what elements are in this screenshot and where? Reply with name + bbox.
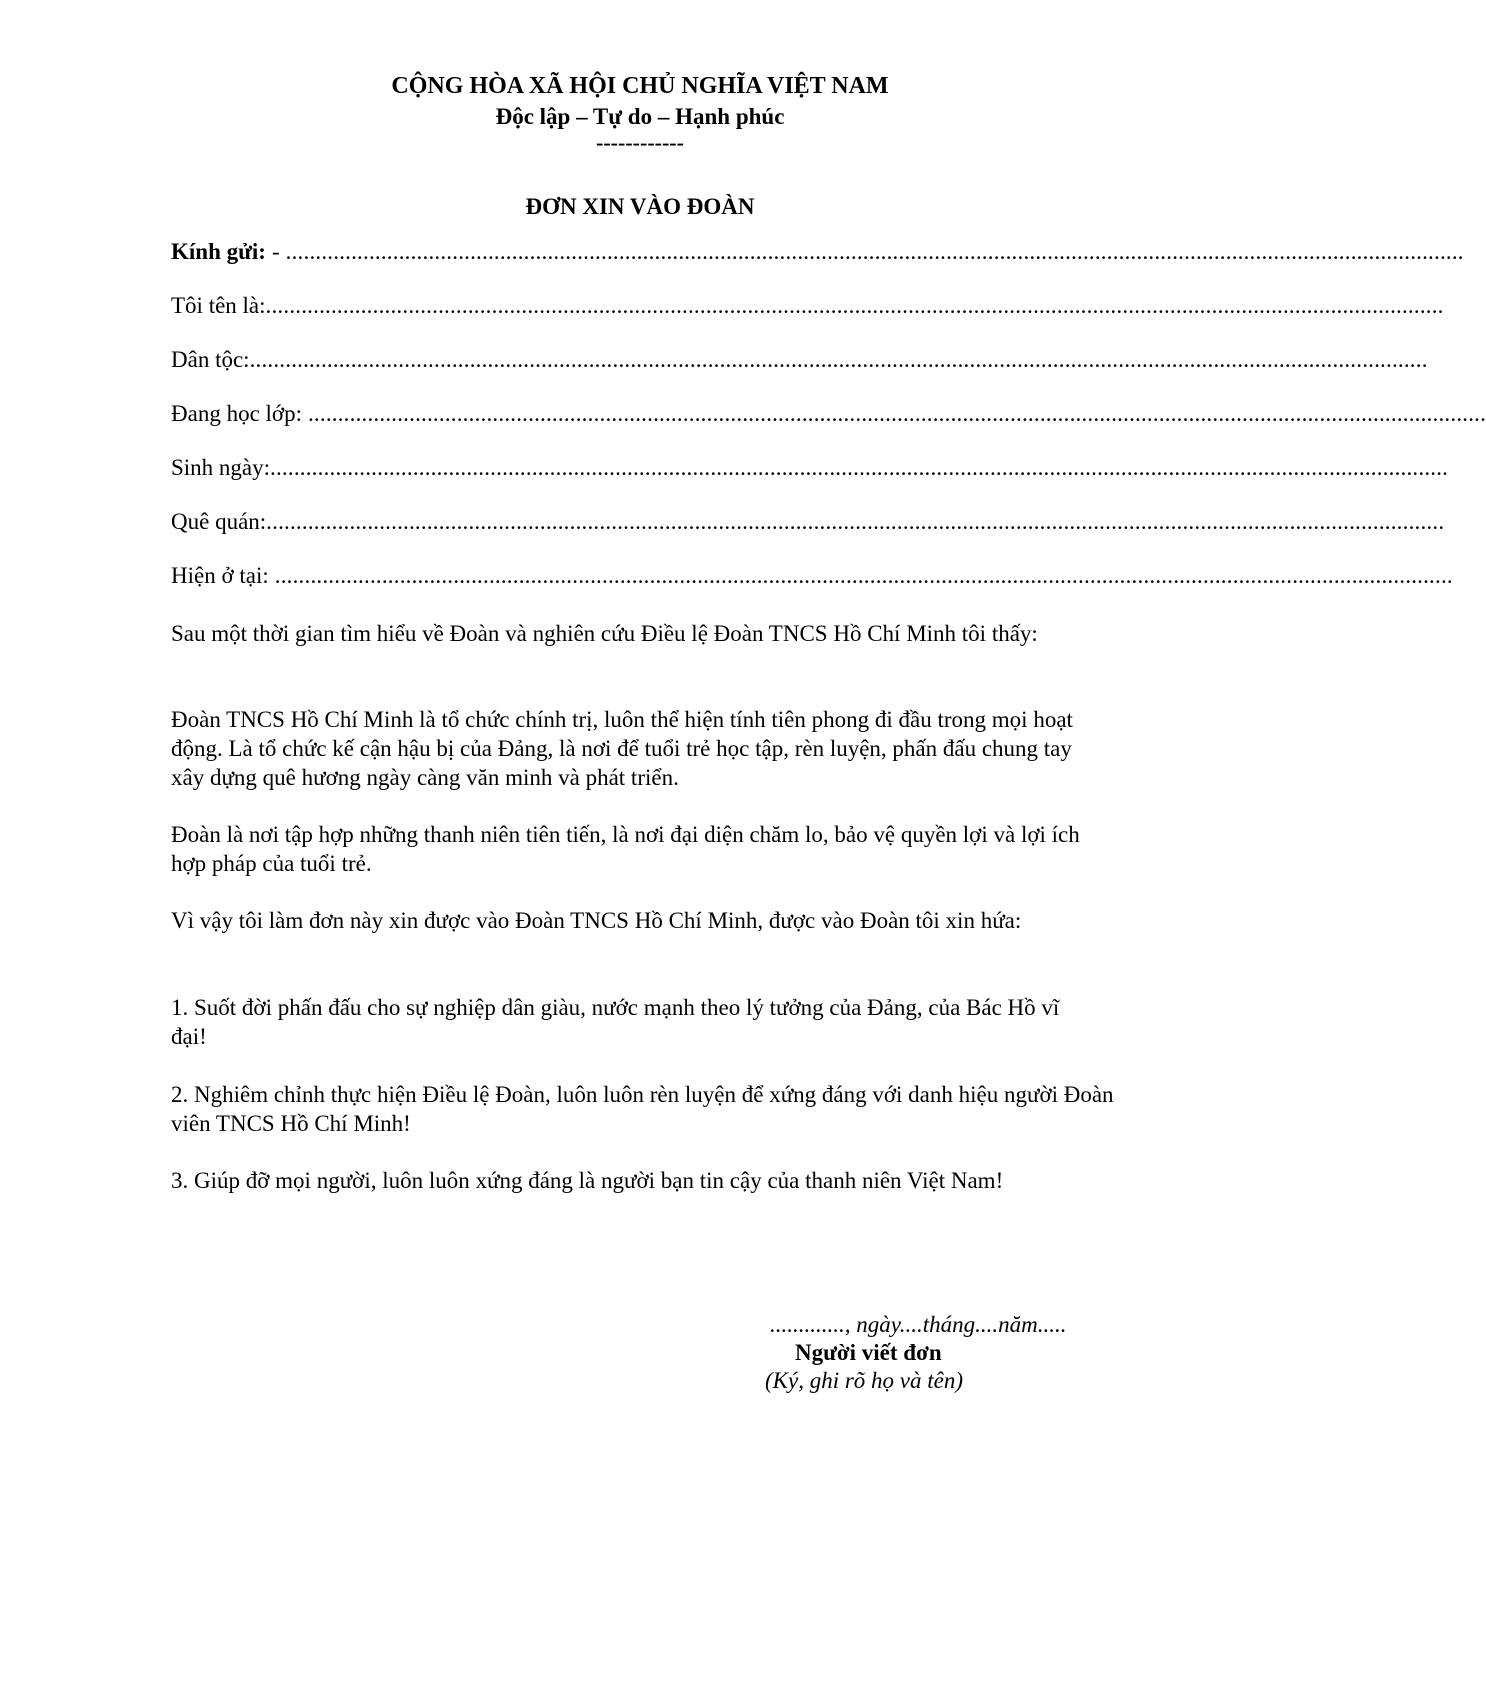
field-fill-line[interactable]: ......................................................................................................................................................................................................: [265, 293, 1444, 318]
header-separator: ------------: [596, 130, 684, 155]
nation-title: CỘNG HÒA XÃ HỘI CHỦ NGHĨA VIỆT NAM: [391, 73, 889, 99]
document-title: ĐƠN XIN VÀO ĐOÀN: [525, 194, 755, 219]
field-fill-line[interactable]: ......................................................................................................................................................................................................: [307, 401, 1486, 426]
field-current-address[interactable]: [171, 561, 1453, 591]
field-label: Hiện ở tại:: [171, 563, 269, 588]
field-fill-line[interactable]: ......................................................................................................................................................................................................: [270, 455, 1449, 480]
pledge-3: 3. Giúp đỡ mọi người, luôn luôn xứng đáng là người bạn tin cậy của thanh niên Việt Nam!: [171, 1168, 1004, 1193]
pledge-1: 1. Suốt đời phấn đấu cho sự nghiệp dân giàu, nước mạnh theo lý tưởng của Đảng, của Bác Hồ vĩ đại!: [171, 995, 1060, 1049]
field-recipient[interactable]: [171, 237, 1464, 267]
field-fill-line[interactable]: ......................................................................................................................................................................................................: [266, 509, 1445, 534]
national-motto: Độc lập – Tự do – Hạnh phúc: [495, 104, 785, 129]
field-fill-line[interactable]: ......................................................................................................................................................................................................: [285, 239, 1464, 264]
paragraph-union-role: Đoàn TNCS Hồ Chí Minh là tổ chức chính trị, luôn thể hiện tính tiên phong đi đầu trong mọi hoạt động. Là tổ chức kế cận hậu bị của Đảng, là nơi để tuổi trẻ học tập, rèn luyện, phấn đấu chung tay xây dựng quê hương ngày càng văn minh và phát triển.: [171, 707, 1073, 790]
field-fill-line[interactable]: ......................................................................................................................................................................................................: [274, 563, 1453, 588]
field-birth-date[interactable]: [171, 453, 1449, 483]
signature-date-line[interactable]: ............., ngày....tháng....năm.....: [770, 1312, 1067, 1337]
signature-note: (Ký, ghi rõ họ và tên): [765, 1368, 964, 1393]
field-label: Tôi tên là:: [171, 293, 266, 318]
paragraph-intro: Sau một thời gian tìm hiểu về Đoàn và nghiên cứu Điều lệ Đoàn TNCS Hồ Chí Minh tôi thấy:: [171, 621, 1038, 646]
field-class[interactable]: [171, 399, 1486, 429]
field-hometown[interactable]: [171, 507, 1445, 537]
field-label: Kính gửi:: [171, 239, 266, 264]
field-label: Đang học lớp:: [171, 401, 302, 426]
paragraph-union-purpose: Đoàn là nơi tập hợp những thanh niên tiên tiến, là nơi đại diện chăm lo, bảo vệ quyền lợi và lợi ích hợp pháp của tuổi trẻ.: [171, 822, 1080, 876]
field-label: Quê quán:: [171, 509, 267, 534]
field-full-name[interactable]: [171, 291, 1444, 321]
field-fill-line[interactable]: ......................................................................................................................................................................................................: [249, 347, 1428, 372]
field-ethnicity[interactable]: [171, 345, 1428, 375]
field-label: Sinh ngày:: [171, 455, 271, 480]
pledge-2: 2. Nghiêm chỉnh thực hiện Điều lệ Đoàn, luôn luôn rèn luyện để xứng đáng với danh hiệu người Đoàn viên TNCS Hồ Chí Minh!: [171, 1082, 1114, 1136]
field-prefix: -: [271, 239, 280, 264]
field-label: Dân tộc:: [171, 347, 250, 372]
signature-role: Người viết đơn: [795, 1340, 942, 1365]
paragraph-request: Vì vậy tôi làm đơn này xin được vào Đoàn TNCS Hồ Chí Minh, được vào Đoàn tôi xin hứa:: [171, 908, 1022, 933]
